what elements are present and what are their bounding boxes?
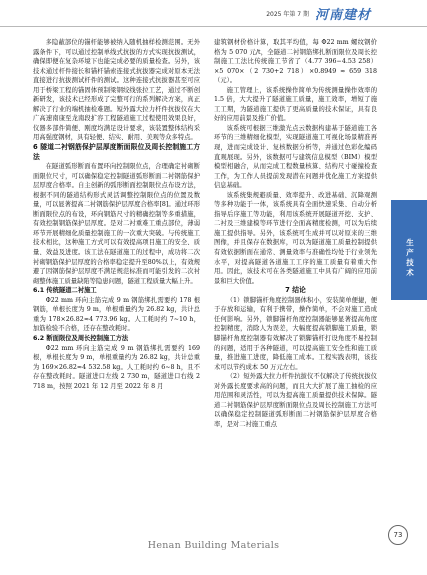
- section-tab-char: 技: [406, 258, 414, 267]
- issue-label: 2025 年第 7 期: [266, 11, 309, 18]
- right-column: [214, 38, 377, 510]
- subsection-heading-6-2: 6.2 断面限位及周长控制施工方法: [33, 334, 129, 342]
- section-tab-char: 术: [406, 268, 414, 277]
- paragraph: 在隧道弧形断面布置环向控制限位点，合理确定衬砌断面限位尺寸，可以确保稳定控制隧道弧形断面二衬钢筋保护层厚度合格率。自主创新的弧形断面控制限位点布设方法，根据不同的隧道结构形式灵活调整控制限位点的位置及数量，可以显著提高二衬钢筋保护层厚度合格率[8]。通过环形断面限位点的布设，环向钢筋尺寸的精确控制等多重措施，有效控制钢筋保护层厚度。是对二衬重难工重点部位，薄弱环节开展精细化质量控制施工的一次重大突破。与传统施工技术相比，这种施工方式可以有效提高项目施工的安全、质量、效益及进度。该工法在隧道施工的过程中，成功将二次衬砌钢筋保护层厚度的合格率稳定提升至80%以上，有效规避了因钢筋保护层厚度不满足规范标准而可能引发的二次衬砌整体施工质量缺陷等隐患问题，隧道工程质量大幅上升。: [33, 163, 200, 285]
- section-heading-7: 7 结论: [285, 286, 306, 295]
- section-tab-char: 产: [406, 248, 414, 257]
- paragraph: 建筑钢材价格计算，取其平均值，每 Φ22 mm 螺纹钢价格为 5 070 元/t，全隧道二衬钢筋绑扎断面限位及周长控制施工工法比传统施工节省了（4.77 396−4.53 258）×5 070×（2 730+2 718）×0.8949 ≈ 659 318（元）。: [214, 39, 377, 85]
- section-tab-label: [404, 238, 416, 278]
- left-column: [33, 38, 200, 510]
- footer-journal-name: Henan Building Materials: [147, 540, 280, 551]
- subsection-heading-6-1: 6.1 传统隧道二衬施工: [33, 287, 97, 295]
- paragraph: （1）锁脚锚杆角度控制器体积小，安装简单便捷，便于存放和运输，有利于携带，操作简单，不会对施工造成任何影响。另外，锁脚锚杆角度控制器能够显著提高角度控制精度，消除人为误差，大幅度提高锁脚施工质量，锁脚锚杆角度控制器有效解决了锁脚锚杆打设角度不易控制的问题，适用于各种隧道，可以提高施工安全性和施工质量，推进施工进度，降低施工成本。工程实践表明，该技术可以节约成本 50 万元左右。: [214, 296, 377, 371]
- page-header: [0, 0, 427, 27]
- paragraph: 该系统集规避质量、效率提升、改进基础、沉降观测等多种功能于一体，该系统具有全面快速采集、自动分析指导后序施工等功能，利用该系统开展隧道开挖、支护、二衬及三维建模等环节进行全面高精度检测，可以为后续施工提供指导。另外，该系统可生成并可以对原来的三维图像，并且保存在数据库，可以为隧道施工质量控制提供有效依据断面在通常、测量效率与准确性均处于行业领先水平，对提高隧道各道施工工序的施工质量有着重大作用。因此，该技术可在各类隧道施工中具有广阔的应用前景和巨大价值。: [214, 191, 377, 285]
- paragraph: Φ22 mm 环向主筋完成 9 m 钢筋绑扎需要约 169 根，单根长度为 9 m，单根重量约为 26.82 kg，共计总重为 169×26.82≈4 532.58 kg。人工耗时约 6~8 h，且不存在整改耗时。隧道进口左线 2 730 m，隧道进口右线 2 718 m，按照 2021 年 12 月至 2022 年 8 月: [33, 344, 200, 390]
- section-tab-char: 生: [406, 238, 414, 247]
- paragraph: 多隐蔽部位的锚杆能够被纳入随机抽样检测范围。无外露条件下，可以通过控制单线式抗拔的方式实现抗拔测试，确保即便在复杂环境下也能完成必要的质量检查。另外，该技术通过杆件接长和锚杆锚索连接式抗拔器完成对原本无法直接进行抗拔测试杆件的测试。这种连接式抗拔器甚至可应用于桥梁工程的锚固体预制梁钢绞线张拉工艺，通过不断创新研发，该技术已经形成了完整可行的系列解决方案，真正解决了行业的端机抽检难题。短外露大拉力杆件抗拔仪在大广高速南康至龙南段扩容工程隧道施工过程使用效果良好，仪器多部件简便、刚度均满足设计要求，该装置整体结构采用高强度钢材，具有轻便、结实、耐用、美观等众多特点。: [33, 39, 200, 142]
- paragraph: 该系统可根据三维激光点云数据构建基于隧道施工各环节的三维精细化模型，实现隧道施工可视化场景精准再现，进而完成设计、复核数据分析等，并通过色彩化编码直观展现。另外，该数据可与建筑信息模型（BIM）模型模型相融合，从而完成工程数量核算、结构尺寸碰撞检查工作，为工作人员提前发现潜在问题并优化施工方案提供信息基础。: [214, 124, 377, 190]
- page-number: 73: [388, 525, 408, 545]
- journal-name: 河南建材: [314, 8, 371, 23]
- paragraph: （2）短外露大拉力杆件抗拔仪不仅解决了传统抗拔仪对外露长度要求高的问题，而且大大扩展了施工抽检的应用范围和灵活性，可以为提高施工质量提供技术保障。隧道二衬钢筋保护层厚度断面限位点及周长控制施工方法可以确保稳定控制隧道弧形断面二衬钢筋保护层厚度合格率，是对二衬施工重点: [214, 373, 377, 428]
- paragraph: Φ22 mm 环向主筋完成 9 m 钢筋绑扎需要约 178 根钢筋，单根长度为 9 m，单根重量约为 26.82 kg，共计总重为 178×26.82≈4 773.96 kg。人工耗时约 7~10 h，加筋检验不合格，还存在整改耗时。: [33, 296, 200, 333]
- paragraph: 施工管理上，该系统操作简单为传统测量操作效率的 1.5 倍，大大提升了隧道施工质量，施工效率，增短了施工工期，为隧道施工提供了更高质量的技术保证，具有良好的应用前景及推广价值。: [214, 86, 377, 123]
- section-tab: [391, 200, 427, 300]
- section-heading-6: 6 隧道二衬钢筋保护层厚度断面限位及周长控制施工方法: [33, 143, 200, 161]
